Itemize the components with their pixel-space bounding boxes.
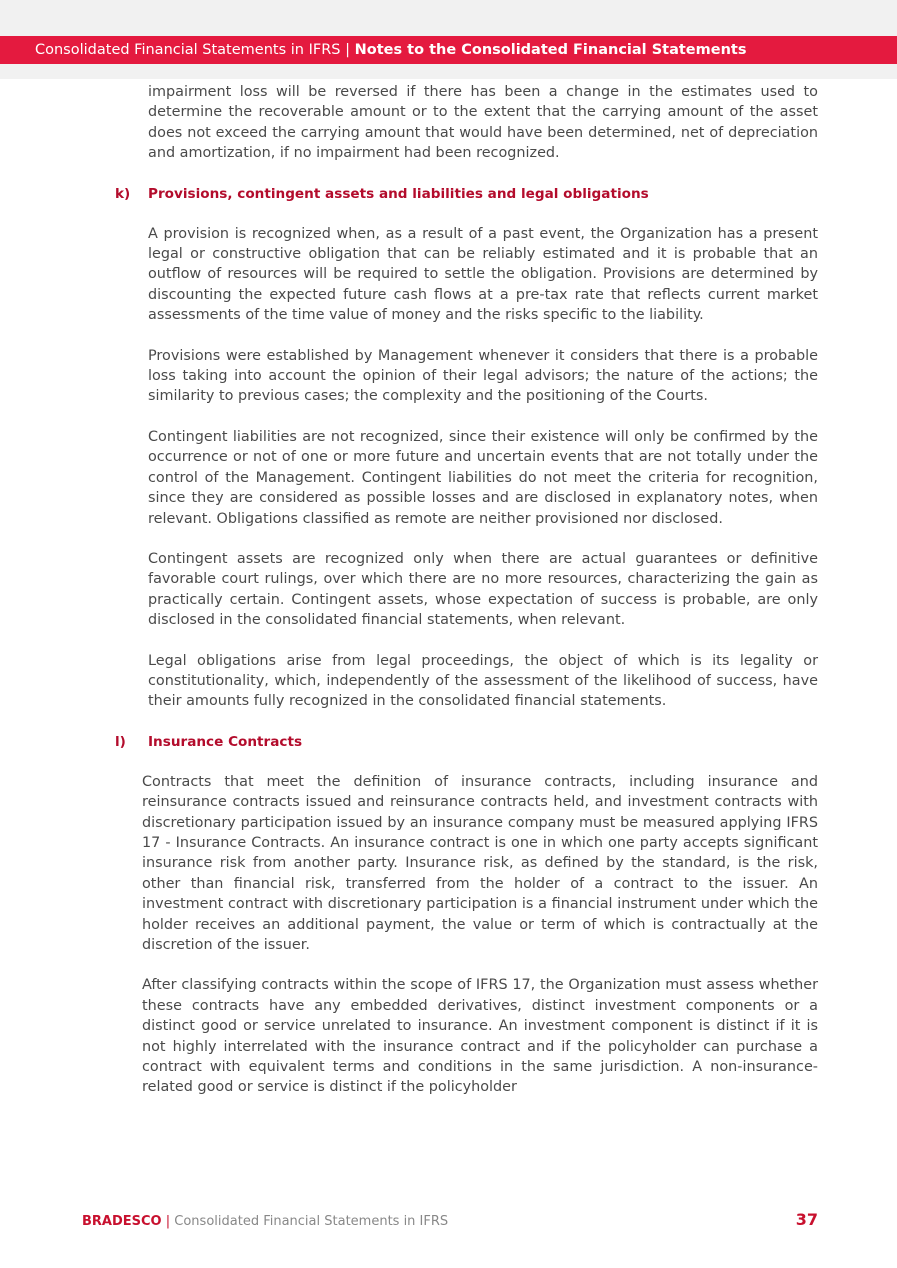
section-k-paragraph-3: Contingent liabilities are not recognized, since their existence will only be confirmed by the occurrence or not of one or more future and uncertain events that are not totally under the control of the Management. Contingent liabilities do not meet the criteria for recognition, since they are considered as possible losses and are disclosed in explanatory notes, when relevant. Obligations classified as remote are neither provisioned nor disclosed. [148,428,818,527]
page-footer [82,1212,818,1232]
section-k-letter: k) [115,185,131,202]
section-l-heading [0,732,897,752]
section-k-paragraph-4: Contingent assets are recognized only when there are actual guarantees or definitive favorable court rulings, over which there are no more resources, characterizing the gain as practically certain. Contingent assets, whose expectation of success is probable, are only disclosed in the consolidated financial statements, when relevant. [148,550,818,629]
section-k-paragraph-5: Legal obligations arise from legal proceedings, the object of which is its legality or constitutionality, which, independently of the assessment of the likelihood of success, have their amounts fully recognized in the consolidated financial statements. [148,652,818,710]
section-k-heading [0,184,897,204]
section-k-paragraph-1: A provision is recognized when, as a result of a past event, the Organization has a present legal or constructive obligation that can be reliably estimated and it is probable that an outflow of resources will be required to settle the obligation. Provisions are determined by discounting the expected future cash flows at a pre-tax rate that reflects current market assessments of the time value of money and the risks specific to the liability. [148,225,818,324]
header-section-title: Notes to the Consolidated Financial Statements [354,42,747,58]
page-header [0,36,897,64]
top-strip [0,0,897,36]
header-separator: | [345,42,350,58]
section-k-paragraph-2: Provisions were established by Management whenever it considers that there is a probable loss taking into account the opinion of their legal advisors; the nature of the actions; the similarity to previous cases; the complexity and the positioning of the Courts. [148,347,818,405]
page-number: 37 [795,1210,818,1229]
header-doc-title: Consolidated Financial Statements in IFRS [35,42,341,58]
footer-doc-title: Consolidated Financial Statements in IFRS [174,1214,449,1229]
section-l-paragraph-1: Contracts that meet the definition of insurance contracts, including insurance and reinsurance contracts issued and reinsurance contracts held, and investment contracts with discretionary participation issued by an insurance company must be measured applying IFRS 17 - Insurance Contracts. An insurance contract is one in which one party accepts significant insurance risk from another party. Insurance risk, as defined by the standard, is the risk, other than financial risk, transferred from the holder of a contract to the issuer. An investment contract with discretionary participation is a financial instrument under which the holder receives an additional payment, the value or term of which is contractually at the discretion of the issuer. [142,773,818,953]
section-l-title: Insurance Contracts [148,733,303,750]
header-underlay [0,64,897,79]
footer-brand: BRADESCO [82,1214,162,1229]
section-k-title: Provisions, contingent assets and liabilities and legal obligations [148,185,649,202]
footer-separator: | [165,1214,171,1229]
section-l-paragraph-2: After classifying contracts within the scope of IFRS 17, the Organization must assess whether these contracts have any embedded derivatives, distinct investment components or a distinct good or service unrelated to insurance. An investment component is distinct if it is not highly interrelated with the insurance contract and if the policyholder can purchase a contract with equivalent terms and conditions in the same jurisdiction. A non-insurance-related good or service is distinct if the policyholder [142,977,818,1096]
intro-paragraph: impairment loss will be reversed if there has been a change in the estimates used to determine the recoverable amount or to the extent that the carrying amount of the asset does not exceed the carrying amount that would have been determined, net of depreciation and amortization, if no impairment had been recognized. [148,84,818,162]
page-content [0,82,897,1098]
section-l-letter: l) [115,733,126,750]
